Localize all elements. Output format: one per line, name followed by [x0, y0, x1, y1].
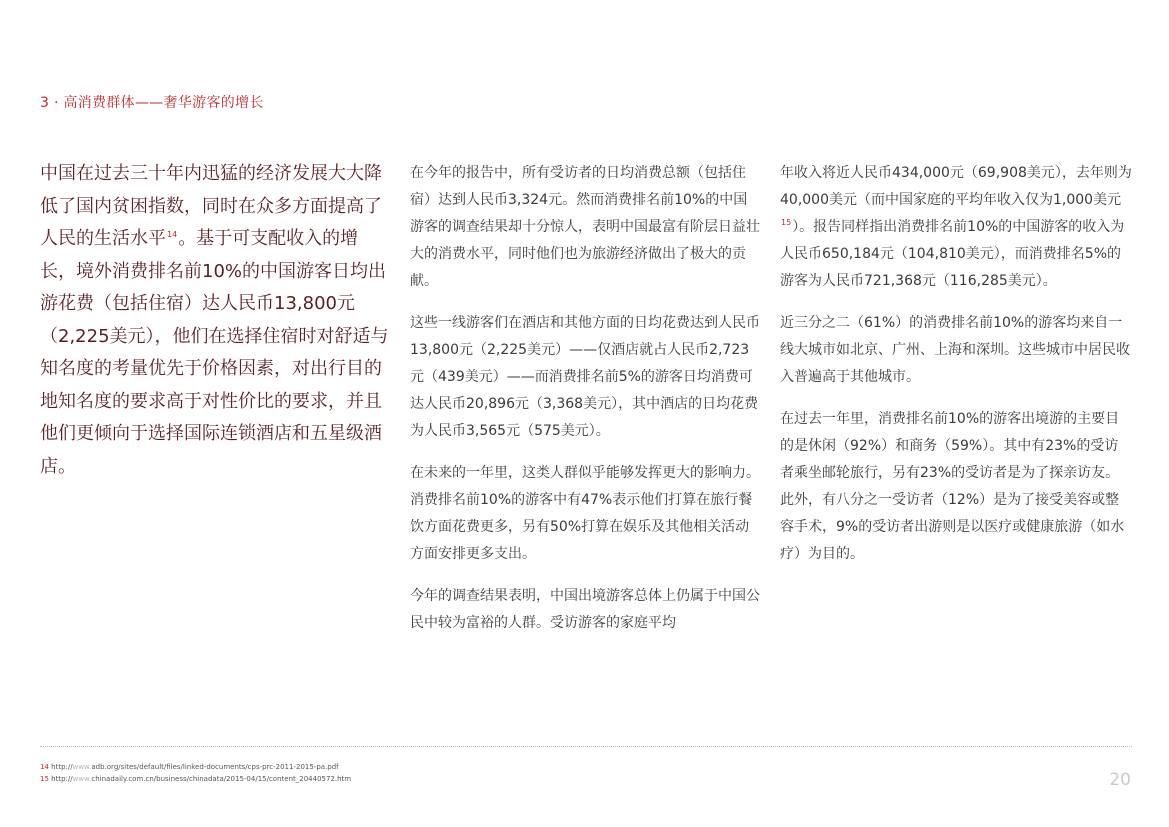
body-column-2: [410, 160, 760, 652]
footnote-number: 14: [40, 763, 49, 771]
footnote-14: [40, 761, 351, 773]
paragraph-text: 年收入将近人民币434,000元（69,908美元），去年则为40,000美元（而中国家庭的平均年收入仅为1,000美元: [780, 165, 1132, 208]
paragraph-text: ）。报告同样指出消费排名前10%的中国游客的收入为人民币650,184元（104,810美元），而消费排名5%的游客为人民币721,368元（116,285美元）。: [780, 219, 1125, 289]
lead-paragraph: [40, 158, 390, 483]
footnote-number: 15: [40, 775, 49, 783]
paragraph: 今年的调查结果表明，中国出境游客总体上仍属于中国公民中较为富裕的人群。受访游客的家庭平均: [410, 588, 760, 631]
body-column-3: [780, 160, 1132, 583]
footnote-marker-15[interactable]: 15: [781, 218, 792, 228]
paragraph: 在未来的一年里，这类人群似乎能够发挥更大的影响力。消费排名前10%的游客中有47%表示他们打算在旅行餐饮方面花费更多，另有50%打算在娱乐及其他相关活动方面安排更多支出。: [410, 465, 760, 562]
section-heading: 3 · 高消费群体——奢华游客的增长: [40, 95, 264, 111]
paragraph: 这些一线游客们在酒店和其他方面的日均花费达到人民币13,800元（2,225美元）——仅酒店就占人民币2,723元（439美元）——而消费排名前5%的游客日均消费可达人民币20,896元（3,368美元），其中酒店的日均花费为人民币3,565元（575美元）。: [410, 315, 760, 439]
paragraph: 近三分之二（61%）的消费排名前10%的游客均来自一线大城市如北京、广州、上海和深圳。这些城市中居民收入普遍高于其他城市。: [780, 315, 1130, 385]
lead-column: [40, 158, 390, 483]
footnote-divider: [40, 746, 1132, 747]
footnote-marker-14[interactable]: 14: [167, 230, 178, 239]
paragraph: [780, 160, 1132, 295]
footnotes: [40, 761, 351, 785]
footnote-15: [40, 773, 351, 785]
paragraph: 在过去一年里，消费排名前10%的游客出境游的主要目的是休闲（92%）和商务（59%）。其中有23%的受访者乘坐邮轮旅行，另有23%的受访者是为了探亲访友。此外，有八分之一受访者（12%）是为了接受美容或整容手术，9%的受访者出游则是以医疗或健康旅游（如水疗）为目的。: [780, 411, 1125, 562]
footnote-link[interactable]: http://www.chinadaily.com.cn/business/chinadata/2015-04/15/content_20440572.htm: [51, 775, 352, 783]
paragraph: 在今年的报告中，所有受访者的日均消费总额（包括住宿）达到人民币3,324元。然而消费排名前10%的中国游客的调查结果却十分惊人，表明中国最富有阶层日益壮大的消费水平，同时他们也为旅游经济做出了极大的贡献。: [410, 165, 760, 289]
lead-text-part1: 中国在过去三十年内迅猛的经济发展大大降低了国内贫困指数，同时在众多方面提高了人民的生活水平: [40, 163, 382, 249]
footnote-link[interactable]: http://www.adb.org/sites/default/files/linked-documents/cps-prc-2011-2015-pa.pdf: [51, 763, 339, 771]
lead-text-part2: 。基于可支配收入的增长，境外消费排名前10%的中国游客日均出游花费（包括住宿）达人民币13,800元（2,225美元），他们在选择住宿时对舒适与知名度的考量优先于价格因素，对出行目的地知名度的要求高于对性价比的要求，并且他们更倾向于选择国际连锁酒店和五星级酒店。: [40, 228, 389, 477]
page-number: 20: [1109, 770, 1131, 790]
